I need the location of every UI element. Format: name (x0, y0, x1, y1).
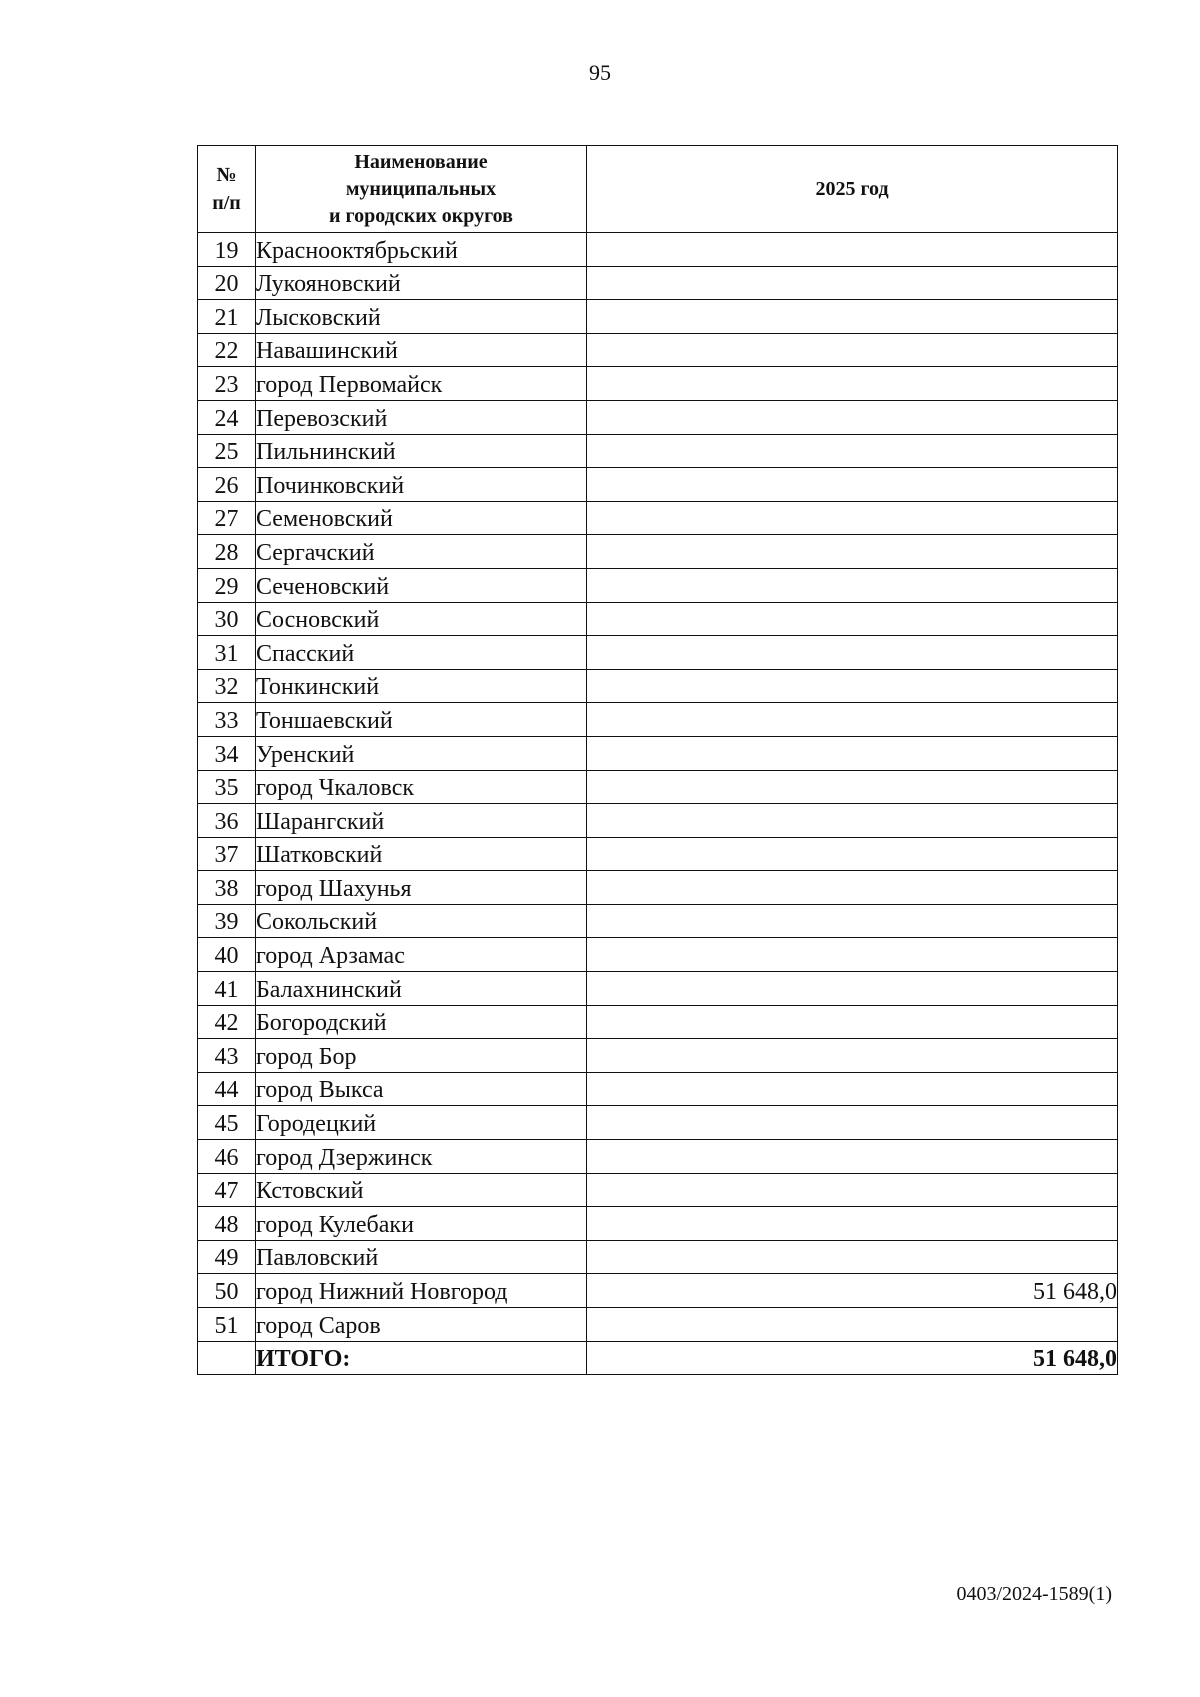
row-value (587, 1207, 1118, 1241)
header-name-line: муниципальных (345, 177, 497, 200)
row-number: 43 (198, 1039, 256, 1073)
row-value (587, 266, 1118, 300)
table-row (198, 1140, 1118, 1174)
table-row (198, 1106, 1118, 1140)
row-name: Балахнинский (256, 972, 587, 1006)
row-number: 32 (198, 669, 256, 703)
table-row (198, 434, 1118, 468)
document-code: 0403/2024-1589(1) (956, 1583, 1112, 1605)
row-number: 27 (198, 501, 256, 535)
table-row (198, 233, 1118, 267)
row-value (587, 1140, 1118, 1174)
table-body (198, 233, 1118, 1375)
row-name: Тонкинский (256, 669, 587, 703)
row-number: 24 (198, 400, 256, 434)
row-name: город Бор (256, 1039, 587, 1073)
page-number: 95 (589, 60, 611, 85)
table-row (198, 703, 1118, 737)
row-number: 40 (198, 938, 256, 972)
row-value (587, 938, 1118, 972)
row-value (587, 736, 1118, 770)
row-name: город Дзержинск (256, 1140, 587, 1174)
row-value (587, 400, 1118, 434)
table-row (198, 972, 1118, 1006)
row-number: 36 (198, 804, 256, 838)
table-row (198, 1207, 1118, 1241)
row-number: 47 (198, 1173, 256, 1207)
table-row (198, 736, 1118, 770)
row-name: Городецкий (256, 1106, 587, 1140)
row-value (587, 434, 1118, 468)
row-number: 26 (198, 468, 256, 502)
row-value (587, 1106, 1118, 1140)
table-row (198, 300, 1118, 334)
row-value (587, 770, 1118, 804)
row-name: Починковский (256, 468, 587, 502)
row-name: Тоншаевский (256, 703, 587, 737)
row-value (587, 501, 1118, 535)
row-name: город Выкса (256, 1072, 587, 1106)
table-row (198, 468, 1118, 502)
row-name: Спасский (256, 636, 587, 670)
row-number: 23 (198, 367, 256, 401)
budget-table (197, 145, 1118, 1375)
row-name: Павловский (256, 1240, 587, 1274)
row-name: город Нижний Новгород (256, 1274, 587, 1308)
row-name: город Шахунья (256, 871, 587, 905)
row-name: Сокольский (256, 904, 587, 938)
row-number: 49 (198, 1240, 256, 1274)
row-number: 20 (198, 266, 256, 300)
table-row (198, 1173, 1118, 1207)
header-name (256, 146, 587, 233)
row-value (587, 367, 1118, 401)
row-number: 41 (198, 972, 256, 1006)
row-number: 34 (198, 736, 256, 770)
row-value (587, 233, 1118, 267)
row-name: Кстовский (256, 1173, 587, 1207)
table-row (198, 1274, 1118, 1308)
row-name: Краснооктябрьский (256, 233, 587, 267)
row-number: 44 (198, 1072, 256, 1106)
row-value (587, 972, 1118, 1006)
row-number: 31 (198, 636, 256, 670)
row-value (587, 904, 1118, 938)
table-row (198, 938, 1118, 972)
table-row (198, 770, 1118, 804)
row-value: 51 648,0 (587, 1274, 1118, 1308)
row-value (587, 636, 1118, 670)
row-name: Уренский (256, 736, 587, 770)
row-name: город Кулебаки (256, 1207, 587, 1241)
row-value (587, 871, 1118, 905)
row-value (587, 669, 1118, 703)
total-label: ИТОГО: (256, 1341, 587, 1375)
row-name: город Арзамас (256, 938, 587, 972)
table-row (198, 400, 1118, 434)
row-name: Сеченовский (256, 568, 587, 602)
row-number: 25 (198, 434, 256, 468)
row-value (587, 535, 1118, 569)
row-value (587, 703, 1118, 737)
row-number: 19 (198, 233, 256, 267)
header-num (198, 146, 256, 233)
row-number: 51 (198, 1308, 256, 1342)
row-number: 50 (198, 1274, 256, 1308)
row-value (587, 1005, 1118, 1039)
row-value (587, 837, 1118, 871)
row-number: 38 (198, 871, 256, 905)
row-number: 21 (198, 300, 256, 334)
row-value (587, 804, 1118, 838)
row-name: Шарангский (256, 804, 587, 838)
row-number: 33 (198, 703, 256, 737)
row-name: город Первомайск (256, 367, 587, 401)
table-row (198, 804, 1118, 838)
table-row (198, 1039, 1118, 1073)
table-row (198, 535, 1118, 569)
row-value (587, 602, 1118, 636)
table-row (198, 1005, 1118, 1039)
row-number: 28 (198, 535, 256, 569)
row-value (587, 1308, 1118, 1342)
row-name: Лукояновский (256, 266, 587, 300)
table-row (198, 333, 1118, 367)
row-number: 42 (198, 1005, 256, 1039)
row-number: 35 (198, 770, 256, 804)
total-number-cell (198, 1341, 256, 1375)
row-name: Семеновский (256, 501, 587, 535)
row-name: Сергачский (256, 535, 587, 569)
header-name-line: Наименование (354, 150, 488, 173)
row-value (587, 1173, 1118, 1207)
row-number: 45 (198, 1106, 256, 1140)
row-value (587, 1039, 1118, 1073)
row-number: 22 (198, 333, 256, 367)
total-value: 51 648,0 (587, 1341, 1118, 1375)
row-value (587, 1072, 1118, 1106)
table-row (198, 367, 1118, 401)
row-name: город Чкаловск (256, 770, 587, 804)
table-row (198, 1240, 1118, 1274)
row-value (587, 468, 1118, 502)
header-value: 2025 год (587, 146, 1118, 233)
header-num-line: п/п (212, 192, 241, 214)
table-row (198, 636, 1118, 670)
table-row (198, 871, 1118, 905)
table-header-row (198, 146, 1118, 233)
table-row (198, 1308, 1118, 1342)
row-name: Шатковский (256, 837, 587, 871)
row-name: Богородский (256, 1005, 587, 1039)
row-value (587, 300, 1118, 334)
table-row (198, 266, 1118, 300)
table-row (198, 1072, 1118, 1106)
table-row (198, 837, 1118, 871)
table-row (198, 602, 1118, 636)
row-value (587, 1240, 1118, 1274)
table-row (198, 501, 1118, 535)
row-number: 48 (198, 1207, 256, 1241)
row-number: 39 (198, 904, 256, 938)
row-name: Перевозский (256, 400, 587, 434)
table-row (198, 568, 1118, 602)
row-value (587, 333, 1118, 367)
row-number: 46 (198, 1140, 256, 1174)
total-row (198, 1341, 1118, 1375)
row-name: Навашинский (256, 333, 587, 367)
table-row (198, 669, 1118, 703)
row-number: 37 (198, 837, 256, 871)
row-value (587, 568, 1118, 602)
row-number: 30 (198, 602, 256, 636)
row-name: Лысковский (256, 300, 587, 334)
row-name: город Саров (256, 1308, 587, 1342)
row-name: Пильнинский (256, 434, 587, 468)
header-num-line: № (216, 164, 237, 186)
row-name: Сосновский (256, 602, 587, 636)
row-number: 29 (198, 568, 256, 602)
table-row (198, 904, 1118, 938)
header-name-line: и городских округов (329, 204, 513, 227)
